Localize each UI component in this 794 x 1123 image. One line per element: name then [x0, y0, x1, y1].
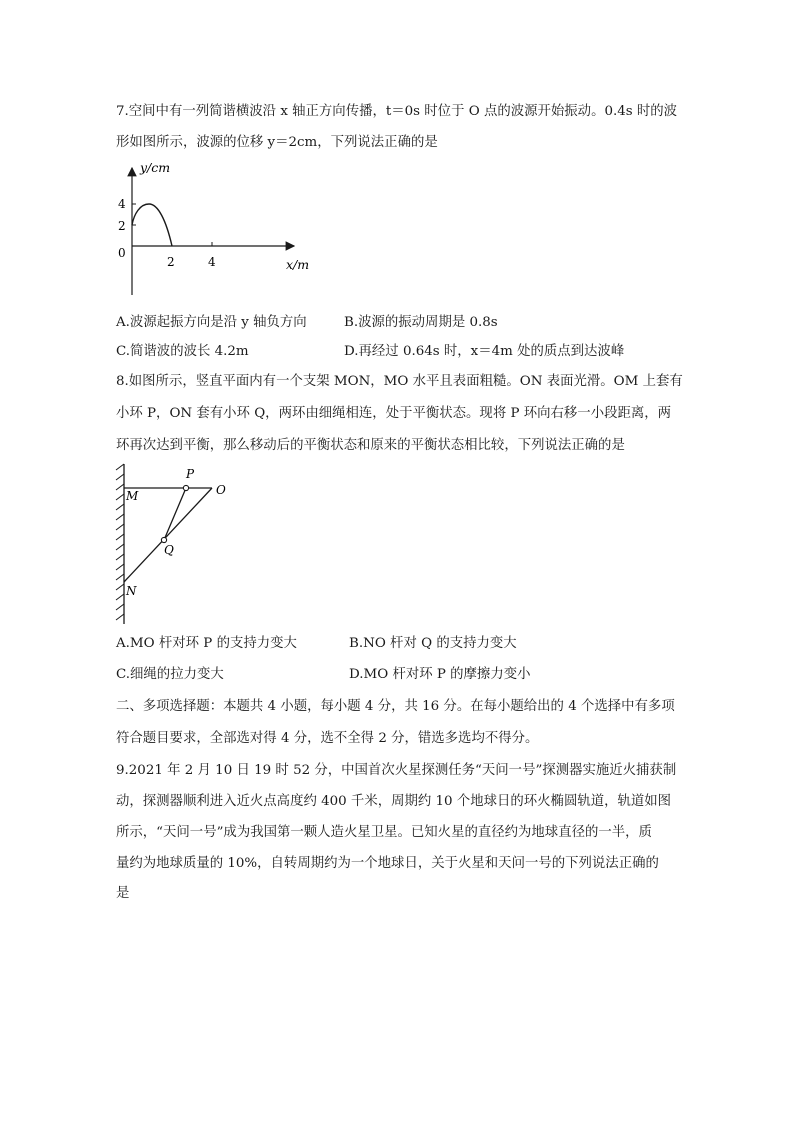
q7-y-tick-label-2: 2	[118, 219, 126, 233]
q8-string	[164, 488, 186, 540]
q8-option-a[interactable]: A.MO 杆对环 P 的支持力变大	[116, 636, 297, 651]
q8-ring-p	[183, 485, 188, 490]
q7-y-tick-label-4: 4	[118, 197, 126, 211]
q8-option-d[interactable]: D.MO 杆对环 P 的摩擦力变小	[349, 667, 531, 682]
q7-x-tick-label-2: 2	[167, 255, 175, 269]
q7-stem-line1: 7.空间中有一列简谐横波沿 x 轴正方向传播，t＝0s 时位于 O 点的波源开始振动。0.4s 时的波	[116, 104, 678, 119]
q8-option-b[interactable]: B.NO 杆对 Q 的支持力变大	[349, 636, 517, 651]
q8-wall-hatching	[116, 464, 124, 620]
q8-label-n: N	[126, 584, 137, 598]
q8-stem-line1: 8.如图所示，竖直平面内有一个支架 MON，MO 水平且表面粗糙。ON 表面光滑。OM 上套有	[116, 374, 683, 389]
q7-y-axis-label: y/cm	[140, 160, 171, 175]
q7-y-tick-label-0: 0	[118, 246, 126, 260]
q9-stem-line4: 量约为地球质量的 10%，自转周期约为一个地球日，关于火星和天问一号的下列说法正确的	[116, 856, 659, 871]
q7-x-axis-label: x/m	[286, 257, 310, 272]
q8-label-m: M	[126, 489, 139, 503]
q7-option-c[interactable]: C.简谐波的波长 4.2m	[116, 344, 249, 359]
q7-x-tick-label-4: 4	[208, 255, 216, 269]
q7-wave-figure	[112, 158, 312, 298]
q8-option-c[interactable]: C.细绳的拉力变大	[116, 667, 224, 682]
q7-wave-curve	[132, 204, 172, 246]
q7-option-d[interactable]: D.再经过 0.64s 时，x＝4m 处的质点到达波峰	[344, 344, 625, 359]
q8-stem-line2: 小环 P，ON 套有小环 Q，两环由细绳相连，处于平衡状态。现将 P 环向右移一小段距离，两	[116, 406, 672, 421]
section2-instructions-line2: 符合题目要求，全部选对得 4 分，选不全得 2 分，错选多选均不得分。	[116, 731, 539, 746]
q8-label-o: O	[216, 483, 226, 497]
q8-ring-q	[161, 537, 166, 542]
q9-stem-line3: 所示，“天问一号”成为我国第一颗人造火星卫星。已知火星的直径约为地球直径的一半，质	[116, 825, 652, 840]
q8-label-q: Q	[164, 543, 174, 557]
q8-label-p: P	[186, 467, 195, 481]
q9-stem-line1: 9.2021 年 2 月 10 日 19 时 52 分，中国首次火星探测任务“天问一号”探测器实施近火捕获制	[116, 763, 677, 778]
q8-stem-line3: 环再次达到平衡，那么移动后的平衡状态和原来的平衡状态相比较，下列说法正确的是	[116, 438, 625, 453]
q8-frame-figure	[110, 462, 240, 627]
q9-stem-line2: 动，探测器顺利进入近火点高度约 400 千米，周期约 10 个地球日的环火椭圆轨道，轨道如图	[116, 794, 672, 809]
q9-stem-line5: 是	[116, 886, 130, 901]
section2-instructions-line1: 二、多项选择题：本题共 4 小题，每小题 4 分，共 16 分。在每小题给出的 4 个选择中有多项	[116, 699, 675, 714]
q7-option-a[interactable]: A.波源起振方向是沿 y 轴负方向	[116, 315, 307, 330]
q7-option-b[interactable]: B.波源的振动周期是 0.8s	[344, 315, 498, 330]
q7-stem-line2: 形如图所示，波源的位移 y＝2cm，下列说法正确的是	[116, 135, 438, 150]
